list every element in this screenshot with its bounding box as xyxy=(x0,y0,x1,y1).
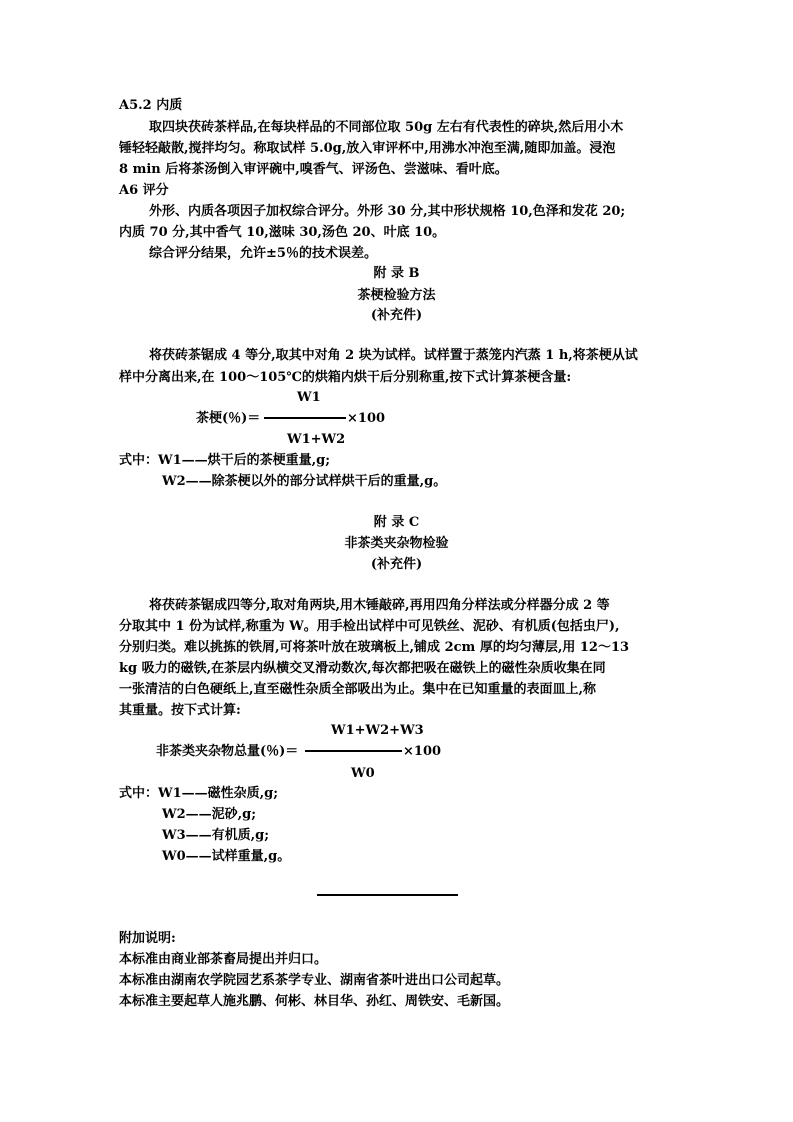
additional-line-3: 本标准主要起草人施兆鹏、何彬、林目华、孙红、周铁安、毛新国。 xyxy=(119,994,510,1009)
appendix-b-line-2: 样中分离出来,在 100～105℃的烘箱内烘干后分别称重,按下式计算茶梗含量: xyxy=(119,370,572,385)
appendix-c-where-2: W2——泥砂,g; xyxy=(162,807,257,822)
appendix-c-title: 非茶类夹杂物检验 xyxy=(344,536,449,551)
formula-c-fraction-bar xyxy=(305,750,402,752)
a52-line-2: 锤轻轻敲散,搅拌均匀。称取试样 5.0g,放入审评杯中,用沸水冲泡至满,随即加盖。浸泡 xyxy=(119,141,616,156)
formula-b-suffix: ×100 xyxy=(347,411,386,426)
appendix-c-where-4: W0——试样重量,g。 xyxy=(162,849,291,864)
appendix-c-line-2: 分取其中 1 份为试样,称重为 W。用手检出试样中可见铁丝、泥砂、有机质(包括虫尸), xyxy=(119,619,620,634)
a6-line-2: 内质 70 分,其中香气 10,滋味 30,汤色 20、叶底 10。 xyxy=(119,225,446,240)
appendix-b-where-2: W2——除茶梗以外的部分试样烘干后的重量,g。 xyxy=(162,474,447,489)
formula-b-denominator: W1+W2 xyxy=(287,432,346,447)
additional-line-1: 本标准由商业部茶畜局提出并归口。 xyxy=(119,952,328,967)
appendix-c-label: 附 录 C xyxy=(373,515,420,530)
appendix-c-note: (补充件) xyxy=(370,557,423,572)
formula-c-denominator: W0 xyxy=(351,766,375,781)
appendix-b-where-1: 式中：W1——烘干后的茶梗重量,g; xyxy=(119,453,331,468)
section-a6-heading: A6 评分 xyxy=(119,183,169,198)
appendix-b-line-1: 将茯砖茶锯成 4 等分,取其中对角 2 块为试样。试样置于蒸笼内汽蒸 1 h,将茶梗从试 xyxy=(149,348,638,363)
a6-line-3: 综合评分结果，允许±5％的技术误差。 xyxy=(149,246,377,261)
appendix-c-line-1: 将茯砖茶锯成四等分,取对角两块,用木锤敲碎,再用四角分样法或分样器分成 2 等 xyxy=(149,598,610,613)
appendix-c-line-5: 一张清洁的白色硬纸上,直至磁性杂质全部吸出为止。集中在已知重量的表面皿上,称 xyxy=(119,682,597,697)
formula-c-lhs: 非茶类夹杂物总量(％)＝ xyxy=(156,744,299,759)
a52-line-1: 取四块茯砖茶样品,在每块样品的不同部位取 50g 左右有代表性的碎块,然后用小木 xyxy=(149,120,624,135)
a6-line-1: 外形、内质各项因子加权综合评分。外形 30 分,其中形状规格 10,色泽和发花 20; xyxy=(149,204,626,219)
additional-line-2: 本标准由湖南农学院园艺系茶学专业、湖南省茶叶进出口公司起草。 xyxy=(119,973,510,988)
formula-b-numerator: W1 xyxy=(297,390,321,405)
appendix-c-where-3: W3——有机质,g; xyxy=(162,828,270,843)
formula-c-numerator: W1+W2+W3 xyxy=(331,723,424,738)
appendix-b-note: (补充件) xyxy=(370,308,423,323)
formula-b-fraction-bar xyxy=(264,417,346,419)
a52-line-3: 8 min 后将茶汤倒入审评碗中,嗅香气、评汤色、尝滋味、看叶底。 xyxy=(119,162,508,177)
appendix-c-line-4: kg 吸力的磁铁,在茶层内纵横交叉滑动数次,每次都把吸在磁铁上的磁性杂质收集在同 xyxy=(119,661,606,676)
appendix-b-title: 茶梗检验方法 xyxy=(357,288,436,303)
formula-c-suffix: ×100 xyxy=(403,744,442,759)
appendix-c-where-1: 式中：W1——磁性杂质,g; xyxy=(119,786,279,801)
additional-heading: 附加说明: xyxy=(119,931,176,946)
section-a52-heading: A5.2 内质 xyxy=(119,98,183,113)
appendix-b-label: 附 录 B xyxy=(373,266,420,281)
appendix-c-line-3: 分别归类。难以挑拣的铁屑,可将茶叶放在玻璃板上,铺成 2cm 厚的均匀薄层,用 12～13 xyxy=(119,640,630,655)
formula-b-lhs: 茶梗(％)＝ xyxy=(196,411,261,426)
end-rule xyxy=(317,894,458,896)
appendix-c-line-6: 其重量。按下式计算: xyxy=(119,703,241,718)
